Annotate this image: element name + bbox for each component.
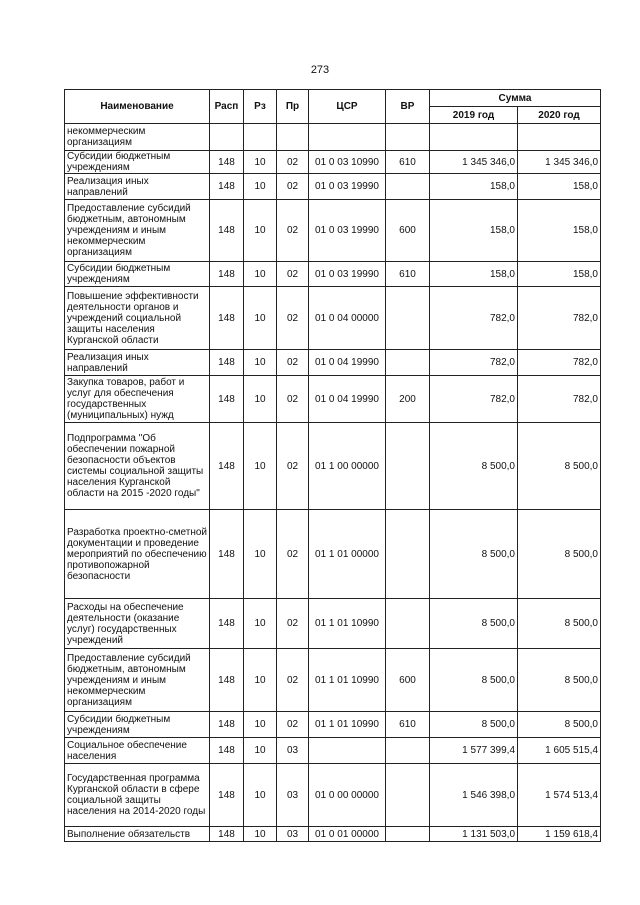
row-csr: 01 0 03 19990 (309, 174, 386, 200)
row-csr (309, 738, 386, 764)
row-vr (386, 764, 430, 827)
row-name: Субсидии бюджетным учреждениям (65, 262, 210, 287)
row-rasp: 148 (210, 649, 244, 712)
row-sum-2019: 1 546 398,0 (430, 764, 518, 827)
row-vr (386, 599, 430, 649)
row-sum-2020: 8 500,0 (518, 649, 601, 712)
row-sum-2020: 782,0 (518, 287, 601, 350)
row-name: Государственная программа Курганской области в сфере социальной защиты населения на 2014-2020 годы (65, 764, 210, 827)
row-vr (386, 124, 430, 151)
row-rz: 10 (244, 174, 277, 200)
row-sum-2019: 1 577 399,4 (430, 738, 518, 764)
row-rz: 10 (244, 200, 277, 262)
row-rasp: 148 (210, 599, 244, 649)
table-row (65, 200, 601, 262)
header-name: Наименование (65, 90, 210, 124)
row-rz: 10 (244, 712, 277, 738)
row-vr (386, 738, 430, 764)
row-rz: 10 (244, 827, 277, 842)
table-row (65, 510, 601, 599)
row-sum-2019: 782,0 (430, 376, 518, 423)
row-csr (309, 124, 386, 151)
row-name: Повышение эффективности деятельности органов и учреждений социальной защиты населения Курганской области (65, 287, 210, 350)
row-sum-2019 (430, 124, 518, 151)
table-row (65, 350, 601, 376)
row-vr (386, 287, 430, 350)
header-rz: Рз (244, 90, 277, 124)
row-csr: 01 0 04 19990 (309, 350, 386, 376)
table-row (65, 423, 601, 510)
row-rz: 10 (244, 764, 277, 827)
row-sum-2020: 1 574 513,4 (518, 764, 601, 827)
row-name: Выполнение обязательств (65, 827, 210, 842)
row-rz: 10 (244, 423, 277, 510)
row-rasp: 148 (210, 764, 244, 827)
table-row (65, 712, 601, 738)
row-rasp: 148 (210, 350, 244, 376)
row-csr: 01 0 03 19990 (309, 262, 386, 287)
row-csr: 01 0 03 10990 (309, 151, 386, 174)
header-csr: ЦСР (309, 90, 386, 124)
header-2020: 2020 год (518, 107, 601, 124)
row-vr (386, 510, 430, 599)
row-sum-2019: 782,0 (430, 350, 518, 376)
row-rz: 10 (244, 738, 277, 764)
row-name: Субсидии бюджетным учреждениям (65, 151, 210, 174)
row-name: Субсидии бюджетным учреждениям (65, 712, 210, 738)
row-sum-2020: 782,0 (518, 350, 601, 376)
table-row (65, 376, 601, 423)
table-row (65, 764, 601, 827)
row-csr: 01 1 01 10990 (309, 649, 386, 712)
row-sum-2019: 1 131 503,0 (430, 827, 518, 842)
row-name: Предоставление субсидий бюджетным, автономным учреждениям и иным некоммерческим организациям (65, 200, 210, 262)
table-row (65, 262, 601, 287)
row-sum-2019: 158,0 (430, 262, 518, 287)
row-sum-2019: 8 500,0 (430, 599, 518, 649)
row-sum-2020: 158,0 (518, 200, 601, 262)
row-rasp: 148 (210, 174, 244, 200)
row-vr: 600 (386, 649, 430, 712)
row-rz: 10 (244, 350, 277, 376)
row-pr: 02 (277, 151, 309, 174)
row-rz: 10 (244, 376, 277, 423)
row-pr: 02 (277, 376, 309, 423)
budget-table (64, 89, 601, 842)
row-sum-2020: 1 345 346,0 (518, 151, 601, 174)
row-vr: 610 (386, 262, 430, 287)
row-rasp: 148 (210, 712, 244, 738)
row-rasp: 148 (210, 200, 244, 262)
row-sum-2019: 8 500,0 (430, 423, 518, 510)
row-sum-2020: 8 500,0 (518, 510, 601, 599)
row-csr: 01 0 04 19990 (309, 376, 386, 423)
row-rasp (210, 124, 244, 151)
row-name: Предоставление субсидий бюджетным, автономным учреждениям и иным некоммерческим организациям (65, 649, 210, 712)
row-csr: 01 1 01 10990 (309, 599, 386, 649)
row-sum-2020: 1 159 618,4 (518, 827, 601, 842)
row-csr: 01 1 01 10990 (309, 712, 386, 738)
row-name: некоммерческим организациям (65, 124, 210, 151)
row-rz: 10 (244, 599, 277, 649)
row-pr: 02 (277, 649, 309, 712)
row-rz: 10 (244, 151, 277, 174)
row-vr (386, 174, 430, 200)
table-row (65, 738, 601, 764)
row-rz: 10 (244, 649, 277, 712)
row-name: Реализация иных направлений (65, 174, 210, 200)
row-sum-2020: 8 500,0 (518, 712, 601, 738)
row-sum-2020: 158,0 (518, 174, 601, 200)
row-name: Реализация иных направлений (65, 350, 210, 376)
row-rasp: 148 (210, 423, 244, 510)
row-sum-2019: 1 345 346,0 (430, 151, 518, 174)
row-csr: 01 0 01 00000 (309, 827, 386, 842)
row-pr: 02 (277, 712, 309, 738)
row-rz: 10 (244, 510, 277, 599)
row-rasp: 148 (210, 151, 244, 174)
row-pr: 02 (277, 510, 309, 599)
header-pr: Пр (277, 90, 309, 124)
row-sum-2020: 782,0 (518, 376, 601, 423)
table-row (65, 827, 601, 842)
row-csr: 01 1 01 00000 (309, 510, 386, 599)
row-sum-2020: 158,0 (518, 262, 601, 287)
row-sum-2019: 158,0 (430, 174, 518, 200)
row-rz: 10 (244, 287, 277, 350)
row-sum-2020: 8 500,0 (518, 599, 601, 649)
row-csr: 01 0 03 19990 (309, 200, 386, 262)
header-rasp: Расп (210, 90, 244, 124)
row-csr: 01 0 04 00000 (309, 287, 386, 350)
table-row (65, 649, 601, 712)
row-sum-2019: 8 500,0 (430, 712, 518, 738)
table-row (65, 174, 601, 200)
row-pr: 02 (277, 200, 309, 262)
table-row (65, 599, 601, 649)
row-vr (386, 423, 430, 510)
row-name: Разработка проектно-сметной документации и проведение мероприятий по обеспечению противопожарной безопасности (65, 510, 210, 599)
row-vr (386, 350, 430, 376)
row-sum-2019: 158,0 (430, 200, 518, 262)
row-pr: 02 (277, 287, 309, 350)
header-vr: ВР (386, 90, 430, 124)
header-2019: 2019 год (430, 107, 518, 124)
row-rasp: 148 (210, 738, 244, 764)
row-pr (277, 124, 309, 151)
row-rasp: 148 (210, 262, 244, 287)
row-csr: 01 1 00 00000 (309, 423, 386, 510)
row-rasp: 148 (210, 376, 244, 423)
row-pr: 03 (277, 738, 309, 764)
row-csr: 01 0 00 00000 (309, 764, 386, 827)
row-sum-2019: 8 500,0 (430, 649, 518, 712)
row-name: Социальное обеспечение населения (65, 738, 210, 764)
table-row (65, 151, 601, 174)
row-name: Расходы на обеспечение деятельности (оказание услуг) государственных учреждений (65, 599, 210, 649)
row-pr: 02 (277, 423, 309, 510)
row-sum-2019: 782,0 (430, 287, 518, 350)
header-sum: Сумма (430, 90, 601, 107)
row-pr: 02 (277, 174, 309, 200)
row-rz: 10 (244, 262, 277, 287)
row-pr: 03 (277, 827, 309, 842)
row-vr: 200 (386, 376, 430, 423)
row-rz (244, 124, 277, 151)
table-row (65, 124, 601, 151)
row-rasp: 148 (210, 510, 244, 599)
row-vr: 610 (386, 151, 430, 174)
row-name: Подпрограмма "Об обеспечении пожарной безопасности объектов системы социальной защиты населения Курганской области на 2015 -2020 годы" (65, 423, 210, 510)
row-name: Закупка товаров, работ и услуг для обеспечения государственных (муниципальных) нужд (65, 376, 210, 423)
row-sum-2020: 1 605 515,4 (518, 738, 601, 764)
row-sum-2020 (518, 124, 601, 151)
row-vr: 610 (386, 712, 430, 738)
row-pr: 03 (277, 764, 309, 827)
row-sum-2020: 8 500,0 (518, 423, 601, 510)
row-pr: 02 (277, 599, 309, 649)
row-vr: 600 (386, 200, 430, 262)
row-pr: 02 (277, 350, 309, 376)
page-number: 273 (310, 64, 330, 76)
row-vr (386, 827, 430, 842)
row-rasp: 148 (210, 287, 244, 350)
row-pr: 02 (277, 262, 309, 287)
table-row (65, 287, 601, 350)
row-sum-2019: 8 500,0 (430, 510, 518, 599)
row-rasp: 148 (210, 827, 244, 842)
